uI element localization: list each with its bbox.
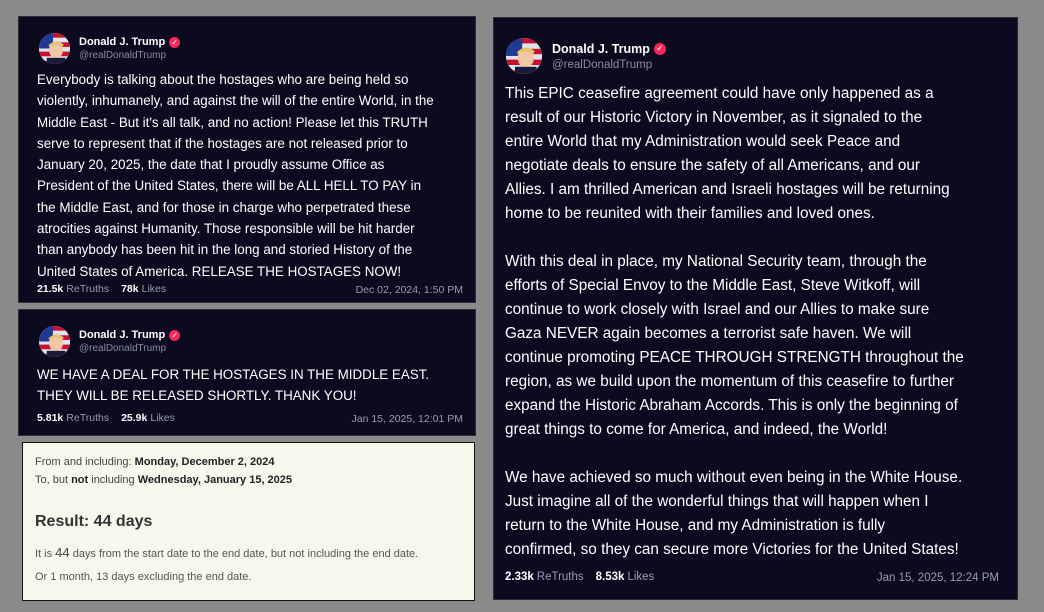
post-date[interactable]: Jan 15, 2025, 12:24 PM bbox=[876, 572, 999, 584]
post-stats bbox=[37, 412, 187, 424]
post-text: Everybody is talking about the hostages who are being held so violently, inhumanely, and against the will of the entire World, in the Middle East - But it's all talk, and no action! Please let this TRUTH serve to represent that if the hostages are not released prior to January 20, 2025, the date that I proudly assume Office as President of the United States, there will be ALL HELL TO PAY in the Middle East, and for those in charge who perpetrated these atrocities against Humanity. Those responsible will be hit harder than anybody has been hit in the long and storied History of the United States of America. RELEASE THE HOSTAGES NOW! bbox=[37, 72, 434, 279]
to-prefix: To, but bbox=[35, 474, 72, 486]
likes-stat[interactable] bbox=[121, 412, 175, 424]
post-date[interactable]: Dec 02, 2024, 1:50 PM bbox=[355, 284, 463, 296]
post-header bbox=[39, 33, 180, 64]
avatar[interactable] bbox=[506, 38, 542, 74]
from-date-line bbox=[35, 456, 274, 468]
truth-post-ceasefire-agreement bbox=[493, 17, 1018, 600]
truth-post-hostages-warning bbox=[18, 16, 476, 303]
retruths-stat[interactable] bbox=[37, 283, 109, 295]
avatar[interactable] bbox=[39, 326, 70, 357]
result-heading: Result: 44 days bbox=[35, 513, 153, 530]
desc-days: 44 bbox=[55, 545, 70, 560]
post-text: WE HAVE A DEAL FOR THE HOSTAGES IN THE MIDDLE EAST. THEY WILL BE RELEASED SHORTLY. THANK YOU! bbox=[37, 367, 430, 403]
likes-stat[interactable] bbox=[596, 571, 655, 583]
post-date[interactable]: Jan 15, 2025, 12:01 PM bbox=[351, 413, 463, 425]
to-date-line bbox=[35, 474, 292, 486]
avatar[interactable] bbox=[39, 33, 70, 64]
verified-badge-icon: ✓ bbox=[169, 37, 180, 48]
likes-count: 25.9k bbox=[121, 412, 148, 424]
result-alternate: Or 1 month, 13 days excluding the end date. bbox=[35, 571, 252, 583]
author-name[interactable]: Donald J. Trump bbox=[79, 329, 166, 341]
retruths-stat[interactable] bbox=[505, 571, 584, 583]
author-handle[interactable]: @realDonaldTrump bbox=[552, 58, 653, 71]
date-duration-calculator-result bbox=[22, 442, 475, 601]
likes-label: Likes bbox=[150, 412, 175, 424]
post-stats bbox=[37, 283, 178, 295]
likes-label: Likes bbox=[627, 571, 655, 583]
verified-badge-icon: ✓ bbox=[654, 43, 666, 55]
retruths-label: ReTruths bbox=[66, 412, 110, 424]
post-stats bbox=[505, 571, 666, 583]
retruths-count: 21.5k bbox=[37, 283, 64, 295]
author-handle[interactable]: @realDonaldTrump bbox=[79, 343, 167, 354]
from-prefix: From and including: bbox=[35, 456, 135, 468]
avatar-flag-portrait-icon bbox=[39, 326, 70, 357]
retruths-stat[interactable] bbox=[37, 412, 109, 424]
retruths-label: ReTruths bbox=[536, 571, 584, 583]
likes-label: Likes bbox=[141, 283, 167, 295]
to-middle: including bbox=[88, 474, 138, 486]
to-not: not bbox=[71, 474, 89, 486]
likes-count: 78k bbox=[121, 283, 139, 295]
desc-prefix: It is bbox=[35, 548, 56, 560]
post-header bbox=[506, 38, 666, 74]
retruths-count: 2.33k bbox=[505, 571, 534, 583]
retruths-label: ReTruths bbox=[66, 283, 110, 295]
post-header bbox=[39, 326, 180, 357]
author-handle[interactable]: @realDonaldTrump bbox=[79, 50, 167, 61]
truth-post-hostage-deal bbox=[18, 309, 476, 436]
retruths-count: 5.81k bbox=[37, 412, 64, 424]
result-description bbox=[35, 545, 418, 560]
likes-count: 8.53k bbox=[595, 571, 625, 583]
author-name[interactable]: Donald J. Trump bbox=[79, 36, 166, 48]
verified-badge-icon: ✓ bbox=[169, 330, 180, 341]
post-text: This EPIC ceasefire agreement could have only happened as a result of our Historic Victory in November, as it signaled to the entire World that my Administration would seek Peace and negotiate deals to ensure the safety of all Americans, and our Allies. I am thrilled American and Israeli hostages will be returning home to be reunited with their families and loved ones. With this deal in place, my National Security team, through the efforts of Special Envoy to the Middle East, Steve Witkoff, will continue to work closely with Israel and our Allies to make sure Gaza NEVER again becomes a terrorist safe haven. We will continue promoting PEACE THROUGH STRENGTH throughout the region, as we build upon the momentum of this ceasefire to further expand the Historic Abraham Accords. This is only the beginning of great things to come for America, and indeed, the World! We have achieved so much without even being in the White House. Just imagine all of the wonderful things that will happen when I return to the White House, and my Administration is fully confirmed, so they can secure more Victories for the United States! bbox=[505, 85, 964, 558]
to-date: Wednesday, January 15, 2025 bbox=[137, 474, 293, 486]
avatar-flag-portrait-icon bbox=[39, 33, 70, 64]
from-date: Monday, December 2, 2024 bbox=[134, 456, 275, 468]
likes-stat[interactable] bbox=[121, 283, 166, 295]
avatar-flag-portrait-icon bbox=[506, 38, 542, 74]
author-name[interactable]: Donald J. Trump bbox=[552, 41, 650, 56]
desc-suffix: days from the start date to the end date, but not including the end date. bbox=[69, 548, 419, 560]
